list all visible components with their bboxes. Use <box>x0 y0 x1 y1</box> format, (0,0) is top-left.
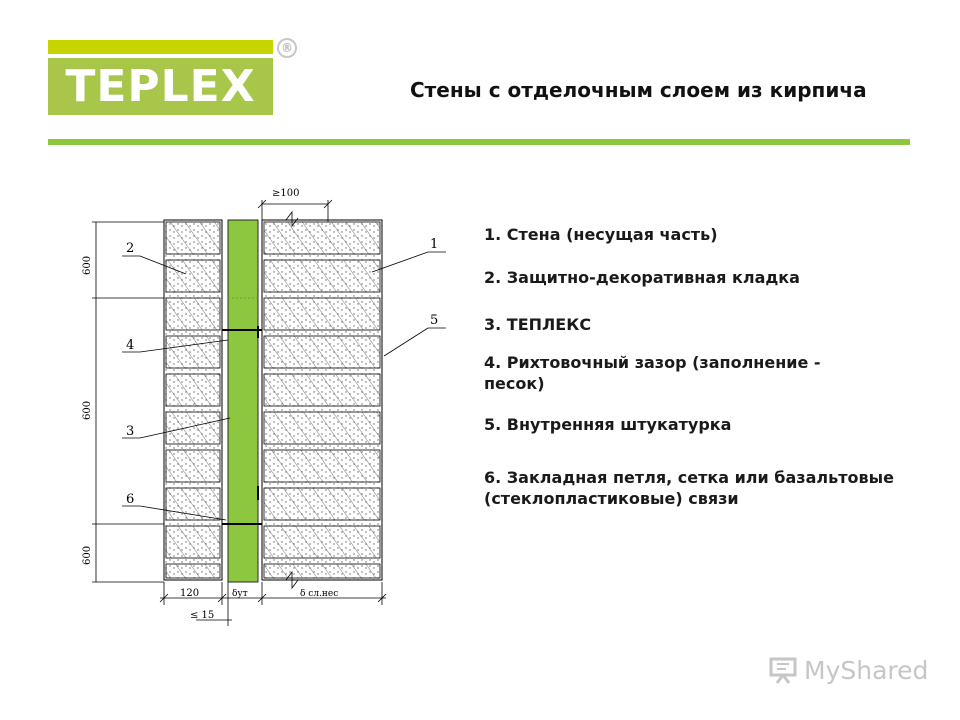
legend-item-1: 1. Стена (несущая часть) <box>484 225 718 244</box>
top-gap-dim: ≥100 <box>272 188 300 199</box>
callout-4: 4 <box>126 338 135 353</box>
wall-brick-course <box>264 412 380 444</box>
protective-brick-course <box>166 298 220 330</box>
teplex-logo <box>48 58 273 115</box>
protective-brick-course <box>166 526 220 558</box>
callout-5: 5 <box>430 313 439 328</box>
wall-brick-course <box>264 260 380 292</box>
wall-brick-course <box>264 222 380 254</box>
dim-15: ≤ 15 <box>190 610 215 621</box>
wall-brick-course <box>264 336 380 368</box>
page-title: Стены с отделочным слоем из кирпича <box>410 78 867 102</box>
legend-item-2: 2. Защитно-декоративная кладка <box>484 268 800 287</box>
callout-2: 2 <box>126 241 135 256</box>
protective-brick-course <box>166 336 220 368</box>
protective-brick-course <box>166 488 220 520</box>
dim-delta-wall: δ сл.нес <box>300 589 339 599</box>
protective-brick-course <box>166 412 220 444</box>
dim-600-a: 600 <box>82 255 93 275</box>
legend-item-5: 5. Внутренняя штукатурка <box>484 415 732 434</box>
registered-mark: ® <box>277 38 297 58</box>
protective-brick-leaf <box>164 220 222 580</box>
protective-brick-course <box>166 374 220 406</box>
presentation-board-icon <box>768 655 798 685</box>
teplex-insulation <box>228 220 258 582</box>
callout-3: 3 <box>126 424 135 439</box>
dim-120: 120 <box>180 588 200 599</box>
callout-6: 6 <box>126 492 135 507</box>
callout-1: 1 <box>430 237 439 252</box>
protective-brick-course <box>166 450 220 482</box>
logo-text: TEPLEX <box>65 60 256 112</box>
watermark-text: MyShared <box>804 655 929 685</box>
dim-600-c: 600 <box>82 545 93 565</box>
wall-brick-course <box>264 450 380 482</box>
protective-brick-course <box>166 260 220 292</box>
legend-item-6: 6. Закладная петля, сетка или базальтовые (стеклопластиковые) связи <box>484 468 894 508</box>
wall-brick-course <box>264 488 380 520</box>
wall-brick-course <box>264 374 380 406</box>
dim-delta-ut: δут <box>232 589 248 599</box>
legend-item-3: 3. ТЕПЛЕКС <box>484 315 592 334</box>
wall-brick-course <box>264 564 380 578</box>
myshared-watermark <box>768 655 928 685</box>
title-underline <box>48 139 910 145</box>
wall-brick-course <box>264 526 380 558</box>
wall-section-diagram <box>60 180 439 640</box>
protective-brick-course <box>166 564 220 578</box>
logo-top-bar <box>48 40 273 54</box>
legend-item-4: 4. Рихтовочный зазор (заполнение - песок) <box>484 353 821 393</box>
wall-brick-course <box>264 298 380 330</box>
dim-600-b: 600 <box>82 400 93 420</box>
protective-brick-course <box>166 222 220 254</box>
load-bearing-wall <box>262 220 382 580</box>
